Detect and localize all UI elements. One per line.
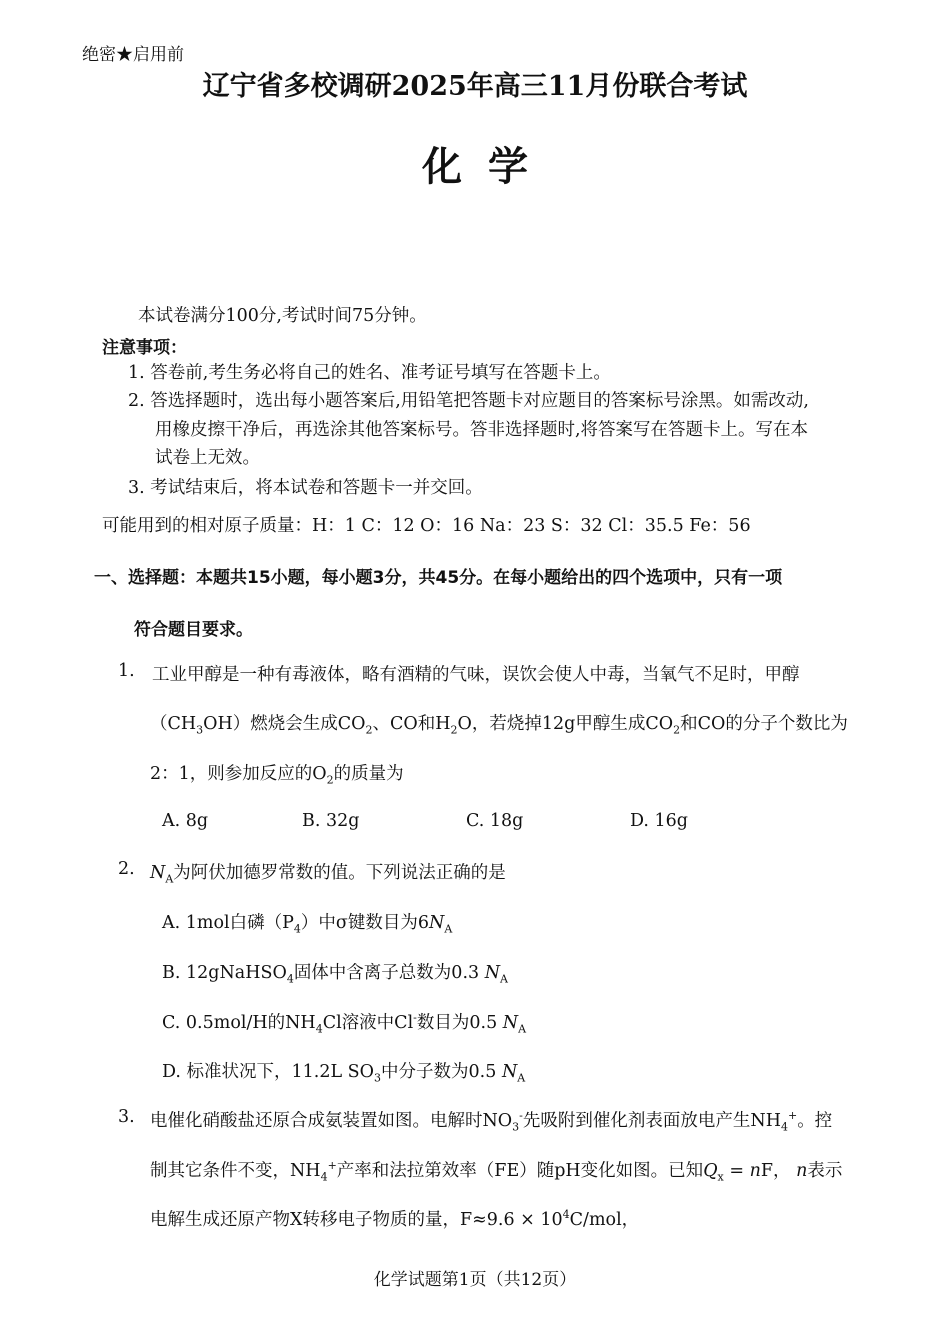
page-footer: 化学试题第1页（共12页） [373,1270,577,1290]
notice-3: 3. 考试结束后，将本试卷和答题卡一并交回。 [128,478,483,498]
q2-stem: $N_A$为阿伏加德罗常数的值。下列说法正确的是 [150,863,506,886]
q1-line1: 工业甲醇是一种有毒液体，略有酒精的气味，误饮会使人中毒，当氧气不足时，甲醇 [152,665,800,685]
exam-title: 辽宁省多校调研2025年高三11月份联合考试 [202,71,748,102]
subject-title: 化学 [422,143,554,190]
score-time-note: 本试卷满分100分,考试时间75分钟。 [138,306,427,326]
q1-line2: $(CH_3OH)$燃烧会生成$CO_2$、CO和$H_2O$，若烧掉12g甲醇生成$CO_2$和CO的分子个数比为 [150,714,848,737]
q1-option-c[interactable]: C. 18g [466,811,524,831]
q2-option-d[interactable]: D. 标准状况下，11.2L $SO_3$中分子数为0.5 $N_A$ [162,1062,526,1085]
notice-2-cont: 用橡皮擦干净后，再选涂其他答案标号。答非选择题时,将答案写在答题卡上。写在本 [155,420,809,440]
notice-heading: 注意事项： [102,338,187,358]
q2-option-b[interactable]: B. 12gNaHSO$_4$固体中含离子总数为0.3 $N_A$ [162,963,508,986]
secret-mark: 绝密★启用前 [82,45,184,65]
q1-option-b[interactable]: B. 32g [302,811,360,831]
q1-option-d[interactable]: D. 16g [630,811,689,831]
q3-line3: 电解生成还原产物X转移电子物质的量，$F\approx 9.6 \times 10^4C$/mol， [150,1208,640,1230]
q2-option-c[interactable]: C. 0.5mol/H的$NH_4Cl$溶液中Cl-数目为0.5 $N_A$ [162,1011,527,1036]
question-number-2: 2. [118,859,135,879]
atomic-masses: 可能用到的相对原子质量：H：1 C：12 O：16 Na：23 S：32 Cl：35.5 Fe：56 [102,516,751,536]
question-number-1: 1. [118,661,135,681]
notice-1: 1. 答卷前,考生务必将自己的姓名、准考证号填写在答题卡上。 [128,363,611,383]
notice-2-cont2: 试卷上无效。 [155,448,260,468]
notice-2: 2. 答选择题时，选出每小题答案后,用铅笔把答题卡对应题目的答案标号涂黑。如需改动, [128,391,809,411]
q1-line3: 2：1，则参加反应的$O_2$的质量为 [150,764,404,787]
section-heading-cont: 符合题目要求。 [134,620,253,640]
section-heading: 一、选择题：本题共15小题，每小题3分，共45分。在每小题给出的四个选项中，只有一项 [94,568,783,588]
q1-option-a[interactable]: A. 8g [162,811,209,831]
question-number-3: 3. [118,1107,135,1127]
q2-option-a[interactable]: A. 1mol白磷$(P_4)$中σ键数目为$6N_A$ [162,913,453,936]
q3-line1: 电催化硝酸盐还原合成氨装置如图。电解时$NO_3^-$先吸附到催化剂表面放电产生$NH_4^+$。控 [150,1109,833,1134]
q3-line2: 制其它条件不变，$NH_4^+$产率和法拉第效率（FE）随pH变化如图。已知$Q_x$ = nF， n表示 [150,1159,843,1184]
